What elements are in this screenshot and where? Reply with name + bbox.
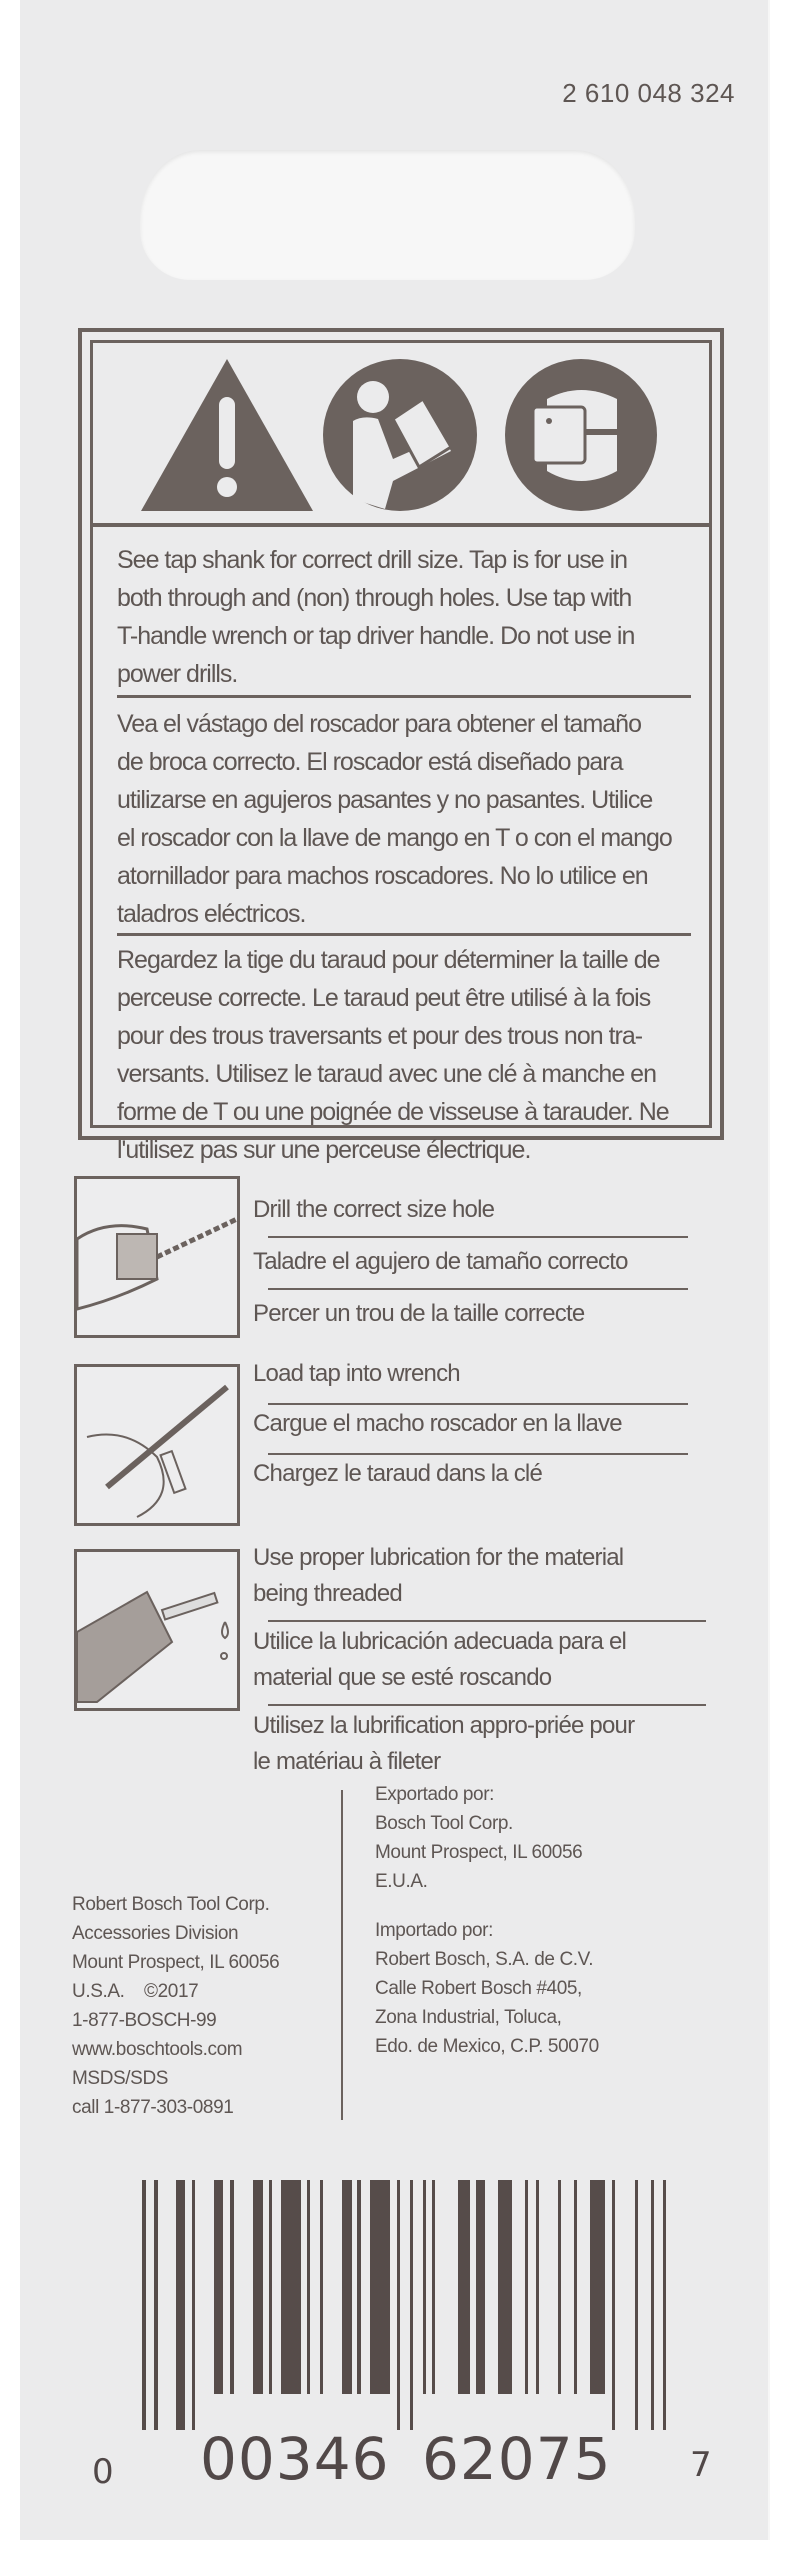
barcode-bar: [192, 2180, 195, 2430]
barcode-bar: [281, 2180, 301, 2394]
barcode-bar: [370, 2180, 390, 2394]
text-line: U.S.A. ©2017: [72, 1981, 199, 2002]
barcode-bar: [536, 2180, 539, 2394]
lubrication-icon: [74, 1549, 240, 1711]
step1-text-fr: Percer un trou de la taille correcte: [253, 1300, 585, 1327]
divider: [268, 1403, 688, 1405]
barcode-bar: [410, 2180, 413, 2430]
text-line: Edo. de Mexico, C.P. 50070: [375, 2036, 599, 2057]
exporter-address: [375, 1780, 582, 1896]
text-line: Accessories Division: [72, 1923, 239, 1944]
text-line: both through and (non) through holes. Use tap with: [117, 584, 632, 612]
website: www.boschtools.com: [72, 2039, 243, 2060]
drill-icon: [74, 1176, 240, 1338]
step2-text-fr: Chargez le taraud dans la clé: [253, 1460, 542, 1487]
text-line: utilizarse en agujeros pasantes y no pasantes. Utilice: [117, 786, 653, 814]
text-line: Calle Robert Bosch #405,: [375, 1978, 582, 1999]
text-line: call 1-877-303-0891: [72, 2097, 234, 2118]
barcode-bar: [525, 2180, 528, 2394]
manufacturer-address: [72, 1890, 279, 2122]
safety-icons-row: [93, 343, 709, 527]
text-line: Use proper lubrication for the material: [253, 1544, 624, 1571]
barcode-bar: [590, 2180, 605, 2394]
barcode-bar: [476, 2180, 485, 2394]
step3-text-es: [253, 1624, 626, 1696]
text-line: Vea el vástago del roscador para obtener el tamaño: [117, 710, 641, 738]
warning-triangle-icon: [141, 359, 313, 511]
barcode-bar: [269, 2180, 272, 2394]
barcode-bar: [320, 2180, 323, 2394]
divider: [268, 1620, 706, 1622]
barcode-bar: [635, 2180, 638, 2430]
read-manual-icon: [323, 359, 477, 511]
barcode-digits-right: 62075: [422, 2425, 612, 2493]
text-line: Utilice la lubricación adecuada para el: [253, 1628, 627, 1655]
step2-text-es: Cargue el macho roscador en la llave: [253, 1410, 622, 1437]
divider: [268, 1453, 688, 1455]
text-line: Importado por:: [375, 1920, 493, 1941]
divider: [268, 1704, 706, 1706]
text-line: perceuse correcte. Le taraud peut être utilisé à la fois: [117, 984, 651, 1012]
step3-text-en: [253, 1540, 623, 1612]
barcode-bar: [357, 2180, 361, 2394]
barcode-bar: [214, 2180, 223, 2394]
warning-text-fr: [117, 941, 691, 1169]
barcode-digit-check: 7: [690, 2445, 712, 2485]
text-line: Mount Prospect, IL 60056: [72, 1952, 280, 1973]
text-line: MSDS/SDS: [72, 2068, 169, 2089]
barcode-bar: [307, 2180, 310, 2394]
text-line: versants. Utilisez le taraud avec une clé à manche en: [117, 1060, 656, 1088]
barcode-bar: [142, 2180, 146, 2430]
barcode-bar: [342, 2180, 352, 2394]
barcode-bar: [154, 2180, 158, 2430]
warning-box: [78, 328, 724, 1164]
barcode: [0, 2180, 785, 2480]
text-line: E.U.A.: [375, 1871, 428, 1892]
divider: [117, 695, 691, 698]
text-line: forme de T ou une poignée de visseuse à tarauder. Ne: [117, 1098, 669, 1126]
text-line: Bosch Tool Corp.: [375, 1813, 513, 1834]
barcode-digits-left: 00346: [200, 2425, 390, 2493]
warning-box-inner: [90, 340, 712, 1164]
barcode-bar: [423, 2180, 426, 2394]
barcode-bar: [230, 2180, 234, 2394]
column-divider: [341, 1790, 343, 2120]
warning-text-es: [117, 705, 691, 933]
text-line: taladros eléctricos.: [117, 900, 306, 928]
text-line: pour des trous traversants et pour des trous non tra-: [117, 1022, 643, 1050]
divider: [117, 933, 691, 936]
step1-text-es: Taladre el agujero de tamaño correcto: [253, 1248, 628, 1275]
text-line: Utilisez la lubrification appro-priée pour: [253, 1712, 635, 1739]
barcode-bar: [253, 2180, 263, 2394]
barcode-bar: [498, 2180, 512, 2394]
text-line: T-handle wrench or tap driver handle. Do not use in: [117, 622, 635, 650]
divider: [268, 1236, 688, 1238]
part-number: 2 610 048 324: [562, 78, 735, 108]
barcode-bar: [397, 2180, 400, 2430]
barcode-bar: [663, 2180, 666, 2430]
text-line: being threaded: [253, 1580, 402, 1607]
text-line: Mount Prospect, IL 60056: [375, 1842, 583, 1863]
step3-text-fr: [253, 1708, 634, 1780]
text-line: Regardez la tige du taraud pour déterminer la taille de: [117, 946, 660, 974]
hang-hole: [140, 150, 635, 280]
divider: [268, 1288, 688, 1290]
step2-text-en: Load tap into wrench: [253, 1360, 460, 1387]
eye-protection-icon: [505, 359, 657, 511]
importer-address: [375, 1916, 599, 2061]
barcode-bar: [612, 2180, 615, 2430]
barcode-bar: [651, 2180, 654, 2430]
text-line: Robert Bosch Tool Corp.: [72, 1894, 270, 1915]
text-line: Zona Industrial, Toluca,: [375, 2007, 562, 2028]
step1-text-en: Drill the correct size hole: [253, 1196, 495, 1223]
text-line: power drills.: [117, 660, 238, 688]
barcode-bar: [574, 2180, 577, 2394]
warning-text-en: [117, 541, 691, 693]
text-line: material que se esté roscando: [253, 1664, 552, 1691]
barcode-bar: [558, 2180, 561, 2394]
text-line: le matériau à fileter: [253, 1748, 441, 1775]
tap-wrench-icon: [74, 1364, 240, 1526]
text-line: atornillador para machos roscadores. No lo utilice en: [117, 862, 648, 890]
text-line: de broca correcto. El roscador está diseñado para: [117, 748, 623, 776]
text-line: Robert Bosch, S.A. de C.V.: [375, 1949, 594, 1970]
text-line: Exportado por:: [375, 1784, 495, 1805]
text-line: el roscador con la llave de mango en T o con el mango: [117, 824, 672, 852]
barcode-digit-lead: 0: [92, 2452, 114, 2492]
text-line: l'utilisez pas sur une perceuse électrique.: [117, 1136, 531, 1164]
phone: 1-877-BOSCH-99: [72, 2010, 217, 2031]
barcode-bar: [458, 2180, 470, 2394]
barcode-bar: [432, 2180, 435, 2394]
barcode-bar: [176, 2180, 185, 2430]
text-line: See tap shank for correct drill size. Tap is for use in: [117, 546, 628, 574]
